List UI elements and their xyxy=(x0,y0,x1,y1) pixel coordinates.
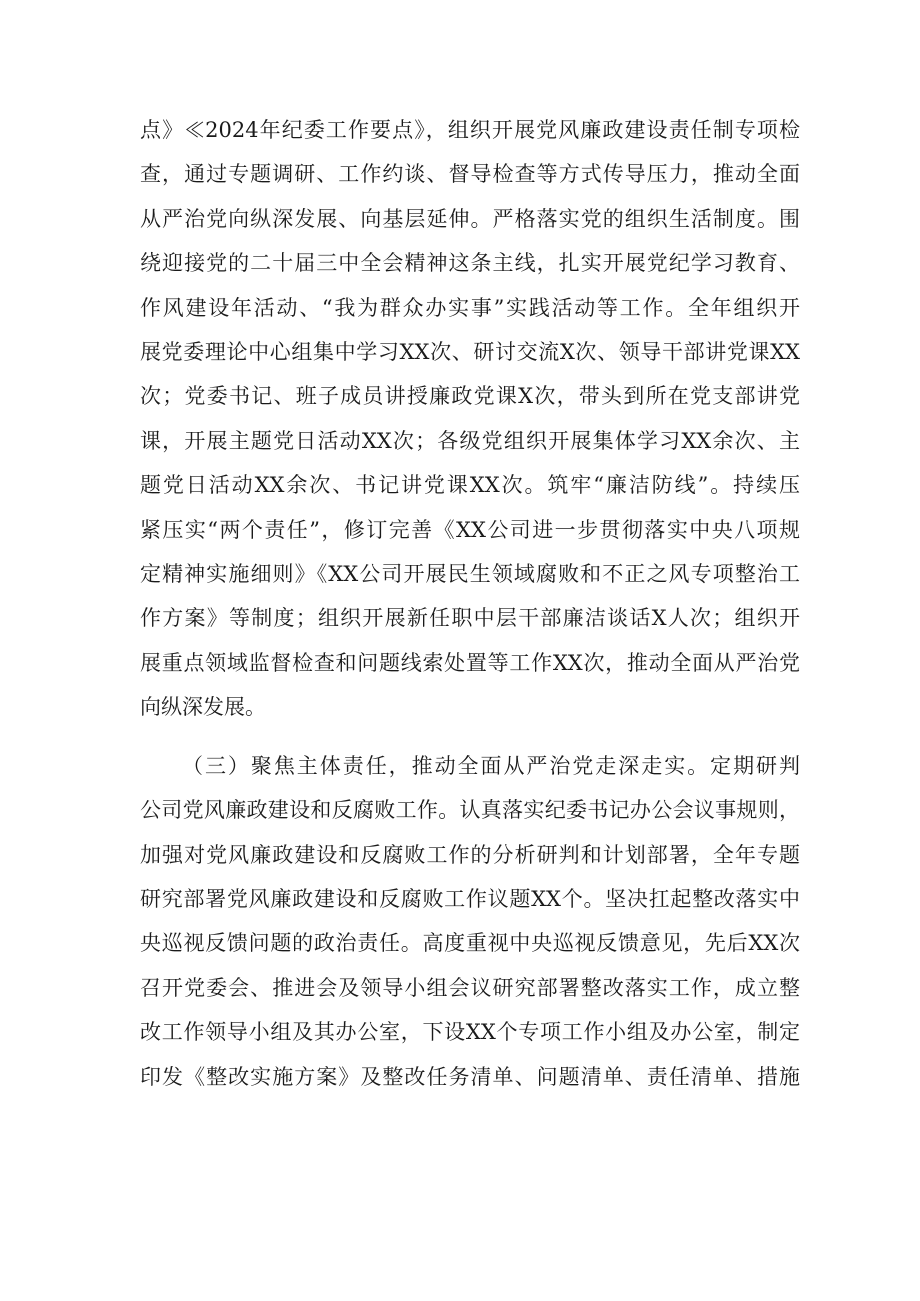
paragraph-1-line-11: 定精神实施细则》《XX公司开展民生领域腐败和不正之风专项整治工 xyxy=(140,562,800,587)
paragraph-1-line-7: 次；党委书记、班子成员讲授廉政党课X次，带头到所在党支部讲党 xyxy=(140,384,800,409)
paragraph-spacer xyxy=(140,730,800,744)
paragraph-1-line-8: 课，开展主题党日活动XX次；各级党组织开展集体学习XX余次、主 xyxy=(140,428,800,453)
paragraph-1-line-2: 查，通过专题调研、工作约谈、督导检查等方式传导压力，推动全面 xyxy=(140,162,800,187)
paragraph-1-line-1: 点》≪2024年纪委工作要点》，组织开展党风廉政建设责任制专项检 xyxy=(140,118,800,142)
paragraph-2-line-3: 加强对党风廉政建设和反腐败工作的分析研判和计划部署，全年专题 xyxy=(140,842,800,867)
paragraph-2-line-7: 改工作领导小组及其办公室，下设XX个专项工作小组及办公室，制定 xyxy=(140,1020,800,1045)
paragraph-2 xyxy=(140,744,800,1099)
paragraph-1-line-10: 紧压实“两个责任”，修订完善《XX公司进一步贯彻落实中央八项规 xyxy=(140,517,800,542)
paragraph-1-line-9: 题党日活动XX余次、书记讲党课XX次。筑牢“廉洁防线”。持续压 xyxy=(140,473,800,498)
paragraph-1-line-14: 向纵深发展。 xyxy=(140,695,266,720)
paragraph-2-line-6: 召开党委会、推进会及领导小组会议研究部署整改落实工作，成立整 xyxy=(140,975,800,1000)
paragraph-1-line-5: 作风建设年活动、“我为群众办实事”实践活动等工作。全年组织开 xyxy=(140,295,800,320)
paragraph-1-line-6: 展党委理论中心组集中学习XX次、研讨交流X次、领导干部讲党课XX xyxy=(140,340,800,365)
paragraph-1-line-13: 展重点领域监督检查和问题线索处置等工作XX次，推动全面从严治党 xyxy=(140,650,800,675)
paragraph-1 xyxy=(140,108,800,730)
paragraph-1-line-12: 作方案》等制度；组织开展新任职中层干部廉洁谈话X人次；组织开 xyxy=(140,606,800,631)
paragraph-2-line-2: 公司党风廉政建设和反腐败工作。认真落实纪委书记办公会议事规则， xyxy=(140,798,800,823)
paragraph-1-line-3: 从严治党向纵深发展、向基层延伸。严格落实党的组织生活制度。围 xyxy=(140,206,800,231)
document-body xyxy=(140,108,800,1099)
paragraph-2-line-1: （三）聚焦主体责任，推动全面从严治党走深走实。定期研判 xyxy=(182,753,800,778)
paragraph-2-line-5: 央巡视反馈问题的政治责任。高度重视中央巡视反馈意见，先后XX次 xyxy=(140,931,800,956)
paragraph-2-line-8: 印发《整改实施方案》及整改任务清单、问题清单、责任清单、措施 xyxy=(140,1064,800,1089)
paragraph-1-line-4: 绕迎接党的二十届三中全会精神这条主线，扎实开展党纪学习教育、 xyxy=(140,251,800,276)
paragraph-2-line-4: 研究部署党风廉政建设和反腐败工作议题XX个。坚决扛起整改落实中 xyxy=(140,886,800,911)
